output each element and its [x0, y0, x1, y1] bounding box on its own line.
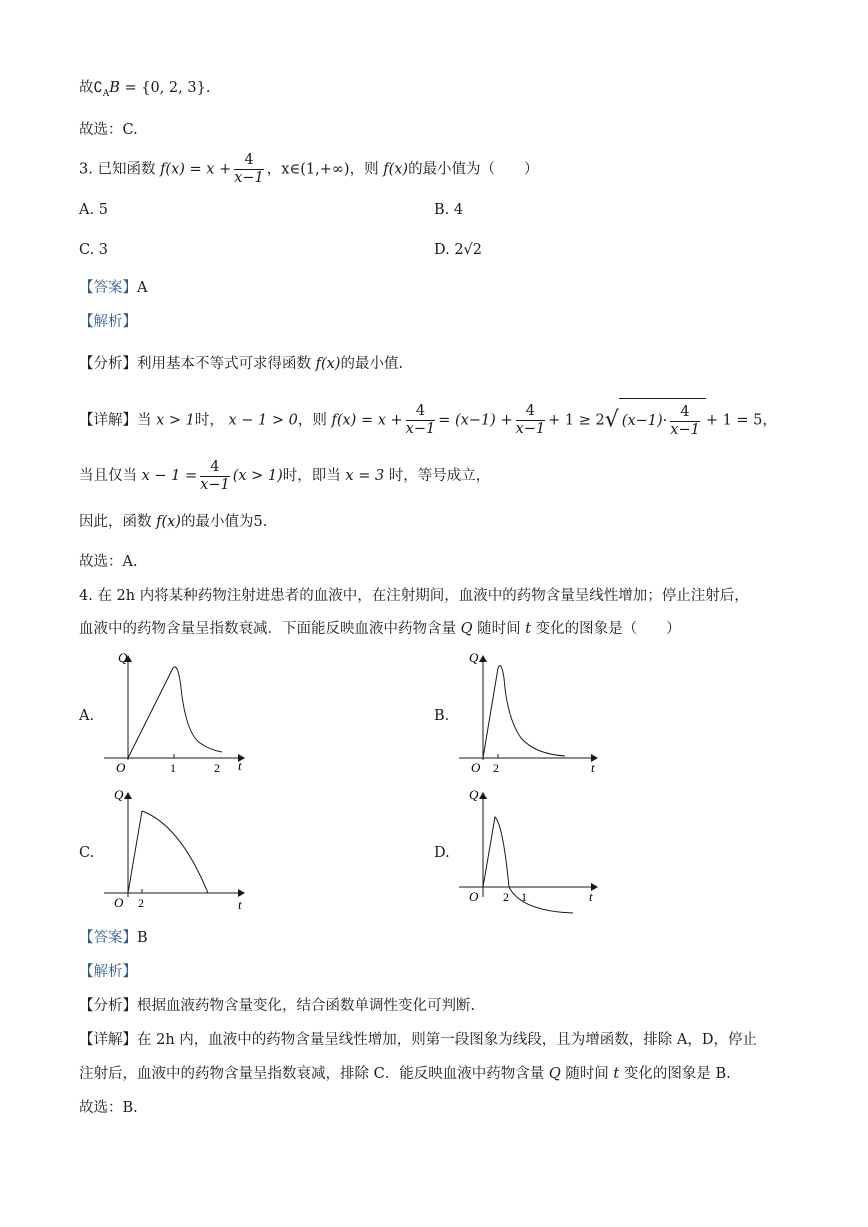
q3-function: f(x) = x + — [160, 161, 232, 178]
q4-2c: 变化的图象是（ ） — [535, 621, 681, 637]
sqrt-body — [619, 398, 706, 443]
q3-frac-num: 4 — [234, 152, 264, 170]
eq-b: x − 1 = — [141, 468, 198, 484]
fenxi-text: 利用基本不等式可求得函数 — [137, 356, 311, 372]
xj-frac-3 — [670, 404, 700, 439]
xiangjie-tag: 【详解】 — [79, 1032, 137, 1048]
hence-line — [79, 512, 267, 532]
fenxi-text-2: 的最小值. — [340, 356, 404, 372]
q4-2b: 随时间 — [477, 621, 521, 637]
choose-line-3: 故选：B. — [79, 1100, 138, 1116]
xj-b: x > 1 — [156, 412, 195, 429]
answer-value: A — [137, 280, 148, 296]
tick-label: 2 — [503, 890, 509, 904]
graph-d — [455, 785, 605, 920]
q3-frac-den: x−1 — [234, 170, 264, 186]
eq-a: 当且仅当 — [79, 468, 137, 484]
graph-a-label: A. — [79, 708, 95, 724]
xj-e: ，则 — [297, 412, 327, 429]
complement-var: B — [109, 80, 120, 96]
xj-frac-2 — [516, 403, 546, 438]
q3-prefix: 3. 已知函数 — [79, 161, 156, 178]
complement-prefix: 故∁ — [79, 80, 103, 96]
q-label: Q — [118, 650, 128, 665]
xiangjie-1 — [79, 398, 777, 443]
origin-label: O — [116, 760, 126, 775]
answer-tag: 【答案】 — [79, 280, 137, 296]
q4-2a: 血液中的药物含量呈指数衰减．下面能反映血液中药物含量 — [79, 621, 456, 637]
xj-frac-1 — [406, 403, 436, 438]
curve — [128, 811, 208, 893]
q3-fraction — [234, 152, 264, 187]
graph-b-label: B. — [434, 708, 450, 724]
eq-e: x = 3 — [345, 468, 385, 484]
equality-line — [79, 456, 490, 496]
frac-den: x−1 — [405, 421, 436, 437]
q3-domain: ，x∈(1,+∞)，则 — [266, 161, 379, 178]
frac-den: x−1 — [515, 421, 546, 437]
xiangjie-2-line-2 — [79, 1064, 731, 1084]
answer-1 — [79, 278, 147, 298]
answer-2 — [79, 928, 148, 948]
hence-b: f(x) — [156, 514, 181, 530]
frac-den: x−1 — [200, 476, 230, 493]
xj2-2a: 注射后，血液中的药物含量呈指数衰减，排除 C．能反映血液中药物含量 — [79, 1066, 545, 1082]
answer-value: B — [137, 930, 148, 946]
sqrt-sign-icon: √ — [604, 407, 619, 433]
xj-f: f(x) = x + — [331, 412, 403, 429]
xj-c: 时， — [194, 412, 224, 429]
xj-k: ， — [762, 412, 777, 429]
t-label: t — [591, 760, 595, 775]
q3-option-c: C. 3 — [79, 242, 109, 258]
hence-e: . — [262, 514, 268, 530]
frac-num: 4 — [516, 403, 546, 421]
question-3 — [79, 152, 539, 187]
graph-c-label: C. — [79, 845, 95, 861]
q4-t: t — [525, 621, 532, 637]
eq-c: (x > 1) — [232, 468, 283, 484]
tick-label: 1 — [521, 890, 527, 904]
frac-num: 4 — [200, 459, 230, 477]
fenxi-tag: 【分析】 — [79, 998, 137, 1014]
q4-Q: Q — [460, 621, 473, 637]
hence-c: 的最小值为 — [180, 514, 254, 530]
q3-suffix: 的最小值为（ ） — [408, 161, 539, 178]
graph-d-label: D. — [434, 845, 450, 861]
xj-g: = (x−1) + — [438, 412, 513, 429]
xj-i: (x−1)· — [621, 413, 668, 429]
answer-tag: 【答案】 — [79, 930, 137, 946]
complement-sub: A — [102, 88, 110, 99]
curve — [483, 666, 565, 758]
curve — [483, 817, 573, 913]
q3-option-d: D. 2√2 — [434, 242, 483, 258]
tick-label: 2 — [138, 896, 144, 910]
fenxi-tag: 【分析】 — [79, 356, 137, 372]
origin-label: O — [114, 895, 124, 910]
tick-label: 2 — [493, 761, 499, 775]
frac-num: 4 — [670, 404, 700, 422]
xiangjie-2-line-1 — [79, 1030, 757, 1050]
fenxi-fx: f(x) — [315, 356, 341, 372]
curve — [128, 667, 222, 758]
hence-a: 因此，函数 — [79, 514, 152, 530]
xiangjie-text: 在 2h 内，血液中的药物含量呈线性增加，则第一段图象为线段，且为增函数，排除 A，D，停止 — [137, 1032, 757, 1048]
analysis-tag-1: 【解析】 — [79, 314, 137, 330]
hence-d: 5 — [253, 514, 263, 530]
graph-b — [455, 648, 605, 778]
tick-label: 1 — [170, 761, 176, 775]
eq-frac — [200, 459, 230, 494]
q3-fx: f(x) — [383, 161, 409, 178]
t-label: t — [589, 889, 593, 904]
q4-line-1: 4. 在 2h 内将某种药物注射进患者的血液中，在注射期间，血液中的药物含量呈线性增加；停止注射后， — [79, 588, 749, 604]
xj2-Q: Q — [548, 1066, 561, 1082]
t-label: t — [238, 758, 242, 773]
q3-option-b: B. 4 — [434, 202, 464, 218]
complement-set: = {0, 2, 3}. — [124, 80, 211, 96]
q3-option-a: A. 5 — [79, 202, 108, 218]
fenxi-text: 根据血液药物含量变化，结合函数单调性变化可判断. — [137, 998, 476, 1014]
q4-line-2 — [79, 619, 681, 639]
q-label: Q — [114, 787, 124, 802]
t-label: t — [238, 897, 242, 912]
q-label: Q — [469, 787, 479, 802]
origin-label: O — [471, 760, 481, 775]
xj-j: + 1 = 5 — [705, 412, 763, 429]
fenxi-2 — [79, 996, 475, 1016]
xiangjie-tag: 【详解】 — [79, 412, 137, 429]
q-label: Q — [469, 650, 479, 665]
graph-a — [100, 648, 260, 778]
graph-c — [100, 785, 260, 915]
xj2-2b: 随时间 — [565, 1066, 609, 1082]
tick-label: 2 — [214, 761, 220, 775]
xj2-t: t — [613, 1066, 620, 1082]
choose-line-1: 故选：C. — [79, 122, 138, 138]
eq-d: 时，即当 — [282, 468, 341, 484]
choose-line-2: 故选：A. — [79, 554, 138, 570]
frac-den: x−1 — [670, 421, 700, 438]
xj-a: 当 — [137, 412, 152, 429]
complement-result-line — [79, 78, 210, 104]
xj-d: x − 1 > 0 — [228, 412, 298, 429]
analysis-tag-2: 【解析】 — [79, 964, 137, 980]
xj2-2c: 变化的图象是 B. — [623, 1066, 731, 1082]
xj-h: + 1 ≥ 2 — [548, 412, 605, 429]
fenxi-1 — [79, 354, 403, 374]
origin-label: O — [469, 889, 479, 904]
frac-num: 4 — [406, 403, 436, 421]
eq-f: 时，等号成立， — [388, 468, 491, 484]
